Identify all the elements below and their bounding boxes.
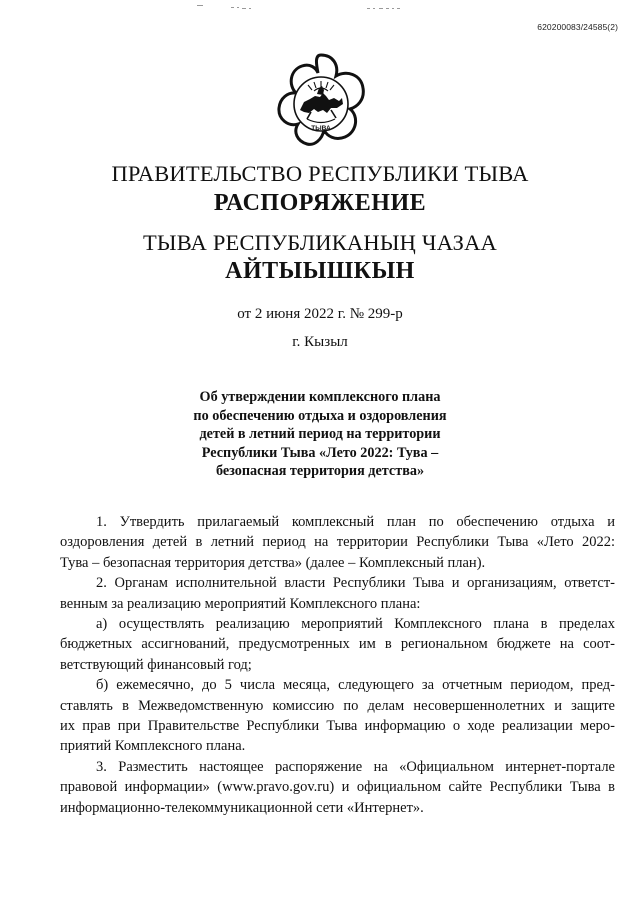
body-line: 3. Разместить настоящее распоряжение на «Официальном интернет-портале [96,758,615,775]
scan-artifacts [0,2,640,12]
body-line: их прав при Правительстве Республики Тыва информацию о ходе реализации меро- [60,718,615,735]
body-line: приятий Комплексного плана. [60,738,246,755]
body-line: Тува – безопасная территория детства» (далее – Комплексный план). [60,554,486,571]
document-type-ru: РАСПОРЯЖЕНИЕ [213,190,427,216]
body-line: информационно-телекоммуникационной сети «Интернет». [60,799,424,816]
body-line: ставлять в Межведомственную комиссию по делам несовершеннолетних и защите [60,697,615,714]
body-line: ветствующий финансовый год; [60,656,252,673]
document-code: 620200083/24585(2) [537,22,618,32]
document-type-tyv: АЙТЫЫШКЫН [225,258,415,284]
government-title-ru: ПРАВИТЕЛЬСТВО РЕСПУБЛИКИ ТЫВА [111,161,529,186]
subject-line: безопасная территория детства» [215,463,425,479]
body-line: а) осуществлять реализацию мероприятий Комплексного плана в пределах [96,616,615,633]
subject-line: по обеспечению отдыха и оздоровления [193,407,447,424]
body-line: венным за реализацию мероприятий Комплексного плана: [60,595,421,612]
government-title-tyv: ТЫВА РЕСПУБЛИКАНЫҢ ЧАЗАА [142,230,498,255]
emblem-lettering: ТЫВА [311,125,331,132]
body-line: 1. Утвердить прилагаемый комплексный план по обеспечению отдыха и [96,514,615,530]
body-line: б) ежемесячно, до 5 числа месяца, следующего за отчетным периодом, пред- [96,677,615,694]
subject-line: Республики Тыва «Лето 2022: Тува – [201,444,439,461]
document-subject [150,388,490,481]
body-line: правовой информации» (www.pravo.gov.ru) и официальном сайте Республики Тыва в [60,779,615,796]
document-date-number: от 2 июня 2022 г. № 299-р [237,306,403,322]
subject-line: детей в летний период на территории [199,426,441,442]
body-line: оздоровления детей в летний период на территории Республики Тыва «Лето 2022: [60,534,615,551]
subject-line: Об утверждении комплексного плана [199,389,441,405]
body-line: 2. Органам исполнительной власти Республики Тыва и организациям, ответст- [96,575,615,592]
document-city: г. Кызыл [292,334,348,350]
coat-of-arms-icon [271,52,371,148]
document-body [60,512,615,818]
body-line: бюджетных ассигнований, предусмотренных им в региональном бюджете на соот- [60,636,615,653]
